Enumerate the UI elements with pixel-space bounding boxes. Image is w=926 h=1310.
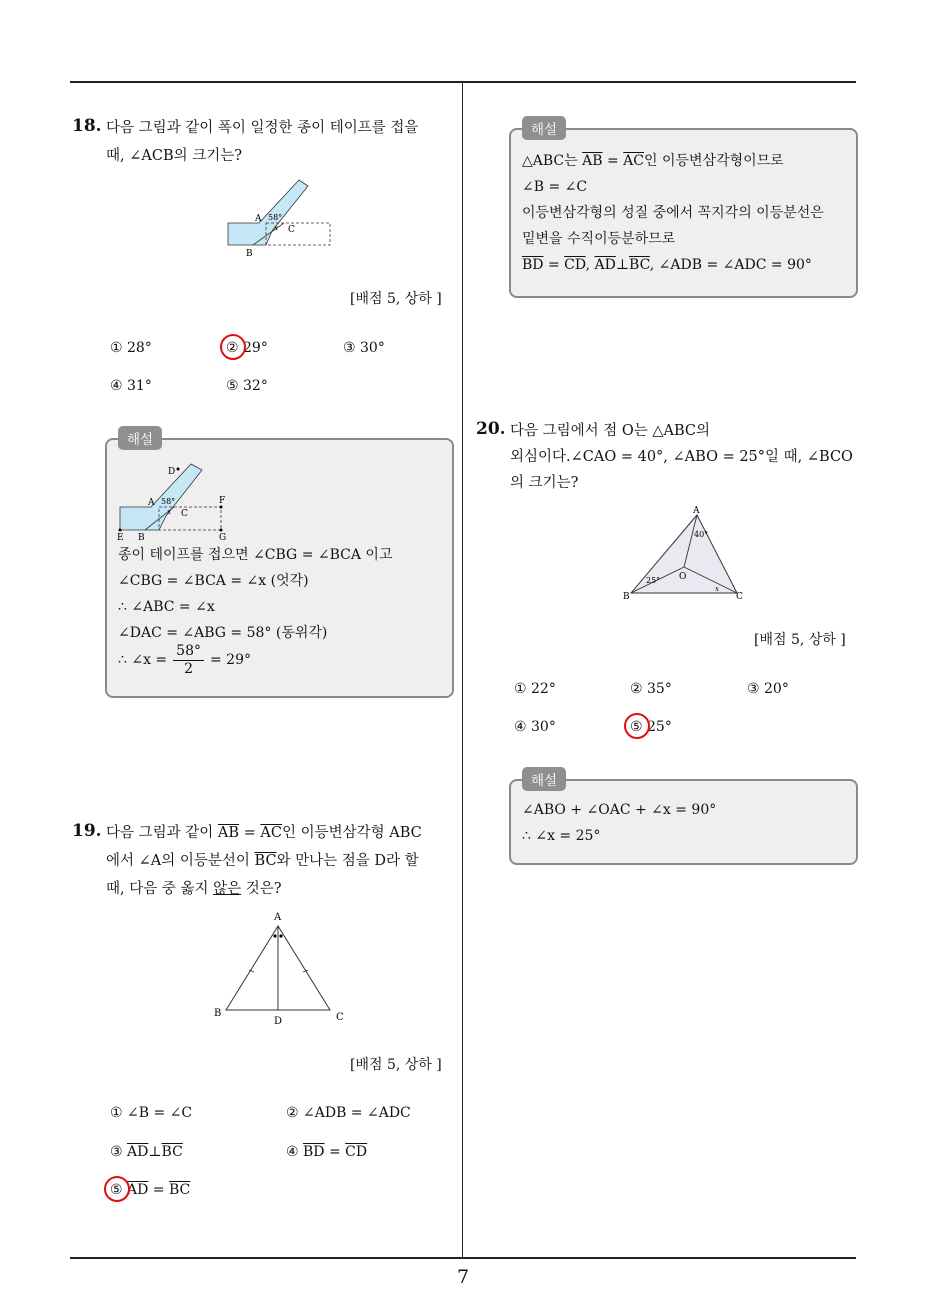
- q20-fig-label-a: A: [693, 506, 700, 516]
- q20-fig-label-40: 40°: [694, 530, 709, 539]
- sol20-line1: ∠ABO + ∠OAC + ∠x = 90°: [522, 802, 717, 818]
- sol18-fig-label-b: B: [138, 533, 145, 542]
- q18-solution-figure: [114, 460, 234, 542]
- q19-seg-ac: $\overline{AC}$: [260, 825, 282, 841]
- q19-seg-ab: $\overline{AB}$: [217, 825, 240, 841]
- q19-c4-seg-a: $\overline{BD}$: [303, 1144, 325, 1160]
- q19-c3-num: ③: [110, 1144, 123, 1160]
- q19-fig-label-a: A: [274, 912, 282, 923]
- sol19-seg-bd: $\overline{BD}$: [522, 257, 544, 273]
- q18-fig-label-b: B: [246, 249, 253, 259]
- q19-number: 19.: [72, 821, 102, 841]
- q20-fig-label-c: C: [736, 592, 743, 602]
- q18-fig-label-a: A: [255, 214, 262, 224]
- top-rule: [70, 81, 856, 83]
- q18-number: 18.: [72, 116, 102, 136]
- q19-c5-op: =: [148, 1182, 169, 1198]
- sol18-frac-num: 58°: [173, 643, 204, 661]
- sol19-l5-eq: =: [543, 257, 565, 273]
- sol18-line3: ∴ ∠ABC = ∠x: [118, 599, 215, 615]
- q19-score: [배점 5, 상하 ]: [350, 1057, 442, 1073]
- q18-fig-label-c: C: [288, 225, 295, 235]
- bottom-rule: [70, 1257, 856, 1259]
- q19-c3-seg-a: $\overline{AD}$: [127, 1144, 149, 1160]
- sol19-seg-cd: $\overline{CD}$: [564, 257, 586, 273]
- q20-fig-label-x: x: [715, 585, 719, 593]
- q20-figure: [620, 505, 750, 603]
- sol19-l5-rest: , ∠ADB = ∠ADC = 90°: [649, 257, 812, 273]
- sol18-line2: ∠CBG = ∠BCA = ∠x (엇각): [118, 573, 309, 589]
- sol19-line2: ∠B = ∠C: [522, 179, 588, 195]
- page-number: 7: [456, 1266, 470, 1288]
- q18-answer-mark: [220, 334, 246, 360]
- sol18-fig-label-g: G: [219, 533, 227, 542]
- q19-c3-op: ⊥: [148, 1144, 162, 1160]
- q19-eq: =: [239, 825, 261, 841]
- sol19-l5-perp: ⊥: [615, 257, 630, 273]
- q18-fig-label-angle: 58°: [268, 213, 283, 222]
- q20-fig-label-25: 25°: [646, 576, 661, 585]
- sol20-line2: ∴ ∠x = 25°: [522, 828, 601, 844]
- sol18-frac-suffix: = 29°: [210, 652, 251, 668]
- sol19-l5-sep: ,: [585, 257, 595, 273]
- sol19-seg-ad: $\overline{AD}$: [594, 257, 616, 273]
- q18-fig-label-x: x: [274, 224, 278, 232]
- q19-t3u: 않은: [213, 881, 242, 897]
- q19-solution-tag: 해설: [522, 116, 566, 140]
- q19-text-line1: [106, 819, 422, 847]
- sol18-fig-label-f: F: [219, 496, 226, 506]
- sol18-frac-prefix: ∴ ∠x =: [118, 652, 168, 668]
- q19-text-line3: [106, 875, 282, 903]
- sol18-fig-label-a: A: [148, 498, 155, 508]
- q19-t1b: 인 이등변삼각형 ABC: [281, 825, 422, 841]
- q19-answer-mark: [104, 1176, 130, 1202]
- q18-score: [배점 5, 상하 ]: [350, 291, 442, 307]
- sol19-seg-bc: $\overline{BC}$: [629, 257, 650, 273]
- q19-choice-2[interactable]: ② ∠ADB = ∠ADC: [286, 1105, 411, 1121]
- q19-c4-seg-b: $\overline{CD}$: [345, 1144, 368, 1160]
- q18-choice-2[interactable]: ② 29°: [226, 340, 268, 356]
- sol18-frac-den: 2: [184, 660, 194, 677]
- sol18-fig-label-angle: 58°: [161, 497, 176, 506]
- q19-fig-label-b: B: [214, 1008, 222, 1019]
- sol19-line5: [522, 252, 812, 278]
- q19-c3-seg-b: $\overline{BC}$: [161, 1144, 183, 1160]
- q20-text-line1: 다음 그림에서 점 O는 △ABC의: [510, 423, 711, 439]
- sol18-fraction: [173, 643, 204, 678]
- sol18-line1: 종이 테이프를 접으면 ∠CBG = ∠BCA 이고: [118, 547, 393, 563]
- q19-t2b: 와 만나는 점을 D라 할: [276, 853, 419, 869]
- q19-t3a: 때, 다음 중 옳지: [106, 881, 214, 897]
- q19-c5-num: ⑤: [110, 1182, 123, 1198]
- q19-c5-seg-b: $\overline{BC}$: [169, 1182, 191, 1198]
- sol18-fig-label-c: C: [181, 509, 188, 519]
- q18-solution-tag: 해설: [118, 426, 162, 450]
- sol19-seg-ac: $\overline{AC}$: [623, 153, 644, 169]
- q19-c4-op: =: [324, 1144, 346, 1160]
- q18-choice-1[interactable]: ① 28°: [110, 340, 152, 356]
- sol19-seg-ab: $\overline{AB}$: [582, 153, 603, 169]
- q19-fig-label-c: C: [336, 1012, 344, 1023]
- q20-fig-label-b: B: [623, 592, 630, 602]
- q19-text-line2: [106, 847, 419, 875]
- sol18-fig-label-x: x: [167, 508, 171, 516]
- q18-choice-3[interactable]: ③ 30°: [343, 340, 385, 356]
- q20-score: [배점 5, 상하 ]: [754, 632, 846, 648]
- q20-text-line3: 의 크기는?: [510, 475, 579, 491]
- q20-answer-mark: [624, 713, 650, 739]
- q20-text-line2: 외심이다.∠CAO = 40°, ∠ABO = 25°일 때, ∠BCO: [510, 449, 853, 465]
- sol19-l1a: △ABC는: [522, 153, 583, 169]
- q19-t3b: 것은?: [241, 881, 282, 897]
- q20-number: 20.: [476, 419, 506, 439]
- sol19-line4: 밑변을 수직이등분하므로: [522, 231, 676, 247]
- q20-choice-5[interactable]: ⑤ 25°: [630, 719, 672, 735]
- sol19-line1: [522, 148, 784, 174]
- q19-choice-1[interactable]: ① ∠B = ∠C: [110, 1105, 193, 1121]
- sol18-fraction-line: [118, 640, 251, 680]
- q19-choice-4[interactable]: [286, 1144, 367, 1160]
- q20-choice-4[interactable]: ④ 30°: [514, 719, 556, 735]
- q18-choice-4[interactable]: ④ 31°: [110, 378, 152, 394]
- q18-text-line2: 때, ∠ACB의 크기는?: [106, 148, 243, 164]
- q20-fig-label-o: O: [679, 572, 687, 582]
- q19-c4-num: ④: [286, 1144, 299, 1160]
- q19-c5-seg-a: $\overline{AD}$: [127, 1182, 149, 1198]
- q19-t2a: 에서 ∠A의 이등분선이: [106, 853, 255, 869]
- q19-figure: [210, 908, 355, 1028]
- sol18-fig-label-e: E: [117, 533, 124, 542]
- sol18-line4: ∠DAC = ∠ABG = 58° (동위각): [118, 625, 328, 641]
- sol19-line3: 이등변삼각형의 성질 중에서 꼭지각의 이등분선은: [522, 205, 824, 221]
- q19-choice-3[interactable]: [110, 1144, 183, 1160]
- sol19-l1b: 인 이등변삼각형이므로: [644, 153, 784, 169]
- q20-solution-tag: 해설: [522, 767, 566, 791]
- q20-choice-2[interactable]: ② 35°: [630, 681, 672, 697]
- q20-choice-1[interactable]: ① 22°: [514, 681, 556, 697]
- q19-seg-bc: $\overline{BC}$: [254, 853, 277, 869]
- q19-fig-label-d: D: [274, 1016, 283, 1027]
- q19-t1a: 다음 그림과 같이: [106, 825, 218, 841]
- q18-choice-5[interactable]: ⑤ 32°: [226, 378, 268, 394]
- q20-choice-3[interactable]: ③ 20°: [747, 681, 789, 697]
- column-divider: [462, 82, 463, 1257]
- sol19-l1-eq: =: [602, 153, 624, 169]
- q18-figure: [224, 174, 336, 264]
- sol18-fig-label-d: D: [168, 467, 176, 477]
- q18-text-line1: 다음 그림과 같이 폭이 일정한 종이 테이프를 접을: [106, 120, 419, 136]
